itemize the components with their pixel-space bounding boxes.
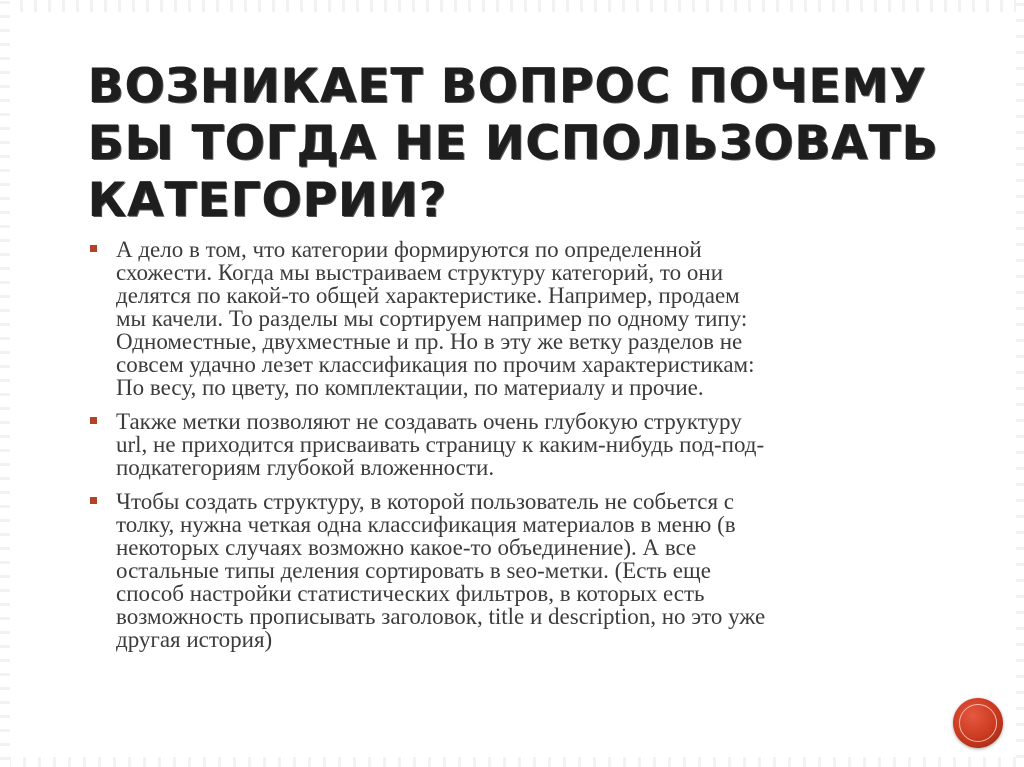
bullet-line: А дело в том, что категории формируются по определенной <box>116 237 702 262</box>
slide-title <box>88 58 968 229</box>
bullet-line: некоторых случаях возможно какое-то объединение). А все <box>116 535 697 560</box>
square-bullet-icon <box>90 245 97 252</box>
bullet-line: схожести. Когда мы выстраиваем структуру категорий, то они <box>116 260 724 285</box>
bullet-item <box>88 238 948 399</box>
bullet-list <box>88 238 948 662</box>
bullet-line: возможность прописывать заголовок, title и description, но это уже <box>116 604 766 629</box>
torn-edge-right <box>1016 0 1024 767</box>
torn-edge-left <box>0 0 10 767</box>
bullet-line: остальные типы деления сортировать в seo-метки. (Есть еще <box>116 558 711 583</box>
bullet-line: способ настройки статистических фильтров, в которых есть <box>116 581 705 606</box>
bullet-line: Также метки позволяют не создавать очень глубокую структуру <box>116 409 742 434</box>
slide-title-line: ВОЗНИКАЕТ ВОПРОС ПОЧЕМУ <box>88 59 927 114</box>
bullet-line: Одноместные, двухместные и пр. Но в эту же ветку разделов не <box>116 329 743 354</box>
bullet-line: По весу, по цвету, по комплектации, по материалу и прочие. <box>116 375 704 400</box>
bullet-text <box>116 490 948 651</box>
square-bullet-icon <box>90 417 97 424</box>
bullet-text <box>116 238 948 399</box>
bullet-line: совсем удачно лезет классификация по прочим характеристикам: <box>116 352 755 377</box>
square-bullet-icon <box>90 497 97 504</box>
nav-button-ring <box>959 704 997 742</box>
bullet-line: другая история) <box>116 627 273 652</box>
slide-title-line: БЫ ТОГДА НЕ ИСПОЛЬЗОВАТЬ <box>88 116 939 171</box>
bullet-item <box>88 490 948 651</box>
bullet-line: Чтобы создать структуру, в которой пользователь не собьется с <box>116 489 734 514</box>
bullet-line: делятся по какой-то общей характеристике. Например, продаем <box>116 283 740 308</box>
bullet-line: мы качели. То разделы мы сортируем например по одному типу: <box>116 306 748 331</box>
torn-edge-bottom <box>0 757 1024 767</box>
red-circle-nav-icon[interactable] <box>953 698 1003 748</box>
bullet-line: толку, нужна четкая одна классификация материалов в меню (в <box>116 512 736 537</box>
torn-edge-top <box>0 0 1024 12</box>
bullet-line: подкатегориям глубокой вложенности. <box>116 455 495 480</box>
bullet-line: url, не приходится присваивать страницу к каким-нибудь под-под- <box>116 432 765 457</box>
bullet-item <box>88 410 948 479</box>
bullet-text <box>116 410 948 479</box>
slide-title-line: КАТЕГОРИИ? <box>88 173 448 228</box>
